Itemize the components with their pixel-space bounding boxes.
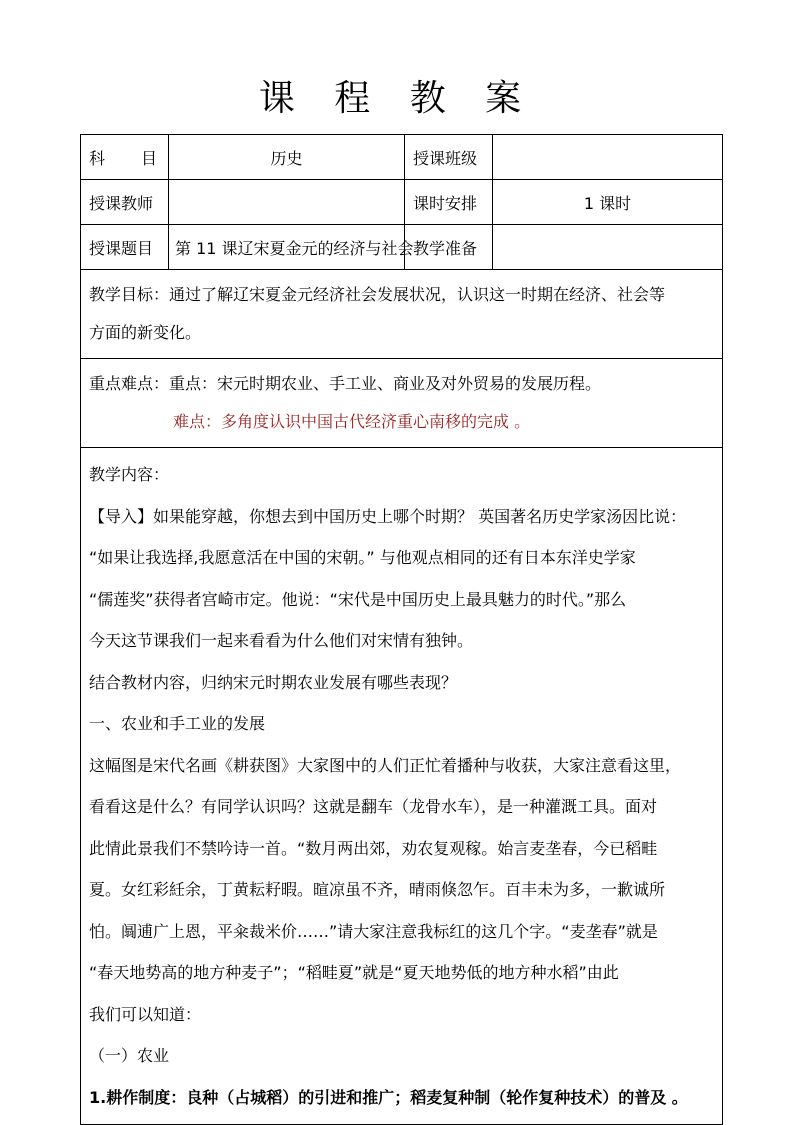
teaching-content (81, 448, 723, 1125)
class-value (493, 135, 723, 180)
row-content (81, 448, 723, 1125)
row-teacher (81, 180, 723, 225)
subject-value: 历史 (169, 135, 405, 180)
document-title: 课 程 教 案 (258, 78, 536, 119)
row-keypoints (81, 359, 723, 448)
subject-label (81, 135, 169, 180)
content-line: 【导入】如果能穿越，你想去到中国历史上哪个时期？ 英国著名历史学家汤因比说： (89, 506, 687, 526)
subject-label-part-b: 目 (141, 148, 158, 168)
content-heading: 教学内容： (89, 465, 170, 484)
lesson-plan-table (80, 134, 723, 1125)
content-line: 今天这节课我们一起来看看为什么他们对宋情有独钟。 (89, 631, 474, 650)
hours-value: 1 课时 (493, 180, 723, 225)
content-line: 1.耕作制度：良种（占城稻）的引进和推广；稻麦复种制（轮作复种技术）的普及 。 (89, 1087, 688, 1107)
section-heading: 一、农业和手工业的发展 (89, 714, 266, 733)
content-line: “儒莲奖”获得者宫崎市定。他说：“宋代是中国历史上最具魅力的时代。”那么 (89, 589, 627, 609)
content-line: “春天地势高的地方种麦子”；“稻畦夏”就是“夏天地势低的地方种水稻”由此 (89, 963, 619, 982)
content-line: 此情此景我们不禁吟诗一首。“数月两出郊，劝农复观稼。始言麦垄春，今已稻畦 (89, 838, 658, 858)
content-line: 这幅图是宋代名画《耕获图》大家图中的人们正忙着播种与收获，大家注意看这里， (89, 755, 682, 775)
subject-label-part-a: 科 (89, 148, 106, 168)
content-line: 怕。阘逋广上恩，平籴裁米价……”请大家注意我标红的这几个字。“麦垄春”就是 (89, 921, 658, 941)
topic-label: 授课题目 (81, 225, 169, 270)
content-line: 结合教材内容，归纳宋元时期农业发展有哪些表现？ (89, 672, 458, 692)
prep-value (493, 225, 723, 270)
goals-line-1: 教学目标：通过了解辽宋夏金元经济社会发展状况，认识这一时期在经济、社会等 (89, 285, 666, 304)
content-line: “如果让我选择,我愿意活在中国的宋朝。” 与他观点相同的还有日本东洋史学家 (89, 548, 636, 567)
teacher-label: 授课教师 (81, 180, 169, 225)
topic-value: 第 11 课辽宋夏金元的经济与社会 (169, 225, 405, 270)
content-line: 我们可以知道： (89, 1004, 202, 1024)
prep-label: 教学准备 (405, 225, 493, 270)
key-difficult-points (81, 359, 723, 448)
subsection-heading: （一）农业 (89, 1046, 170, 1065)
teaching-goals (81, 270, 723, 359)
content-line: 看看这是什么？有同学认识吗？这就是翻车（龙骨水车），是一种灌溉工具。面对 (89, 797, 658, 816)
hours-label: 课时安排 (405, 180, 493, 225)
keypoints-line-2: 难点：多角度认识中国古代经济重心南移的完成 。 (173, 412, 531, 431)
content-line: 夏。女红彩紝余，丁黄耘耔暇。暄凉虽不齐，晴雨倏忽乍。百丰未为多，一歉诚所 (89, 880, 666, 899)
row-goals (81, 270, 723, 359)
class-label: 授课班级 (405, 135, 493, 180)
goals-line-2: 方面的新变化。 (89, 323, 202, 342)
teacher-value (169, 180, 405, 225)
row-subject (81, 135, 723, 180)
row-topic (81, 225, 723, 270)
keypoints-line-1: 重点难点：重点：宋元时期农业、手工业、商业及对外贸易的发展历程。 (89, 374, 602, 393)
